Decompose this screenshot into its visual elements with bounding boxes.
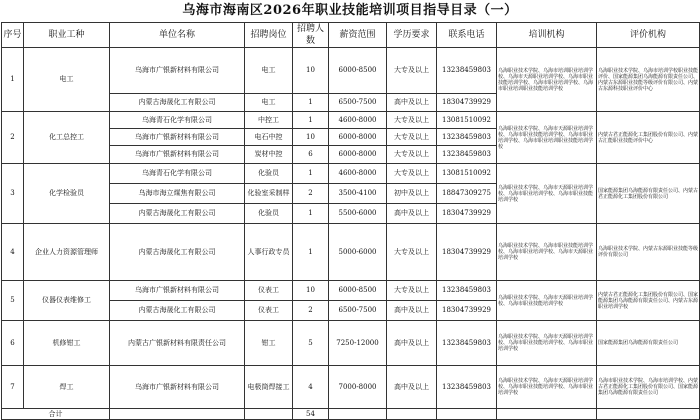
page-title: 乌海市海南区2026年职业技能培训项目指导目录（一） xyxy=(182,3,518,18)
phone-cell: 13238459803 xyxy=(437,366,497,409)
evaluation-cell: 国家能源集团乌海能源有限责任公司 xyxy=(597,321,700,366)
total-count: 54 xyxy=(293,409,329,420)
table-row xyxy=(2,321,700,366)
phone-cell: 13238459803 xyxy=(437,146,497,164)
edu-cell: 高中及以上 xyxy=(387,366,437,409)
evaluation-cell: 乌海市职业技术学院、乌海市培训学校、内蒙古君正能源化工集团股份有限公司、国家能源集团乌海能源有限责任公司 xyxy=(597,366,700,409)
training-cell: 乌海职业技术学院、乌海市天源职业培训学校、乌海市职业技能培训学校、乌海市职业培训学校 xyxy=(497,321,597,366)
edu-cell: 初中及以上 xyxy=(387,184,437,204)
unit-cell: 内蒙古海晟化工有限公司 xyxy=(110,301,245,321)
total-cell xyxy=(245,409,293,420)
header-cell: 学历要求 xyxy=(387,23,437,48)
header-cell: 招聘岗位 xyxy=(245,23,293,48)
unit-cell: 内蒙古海晟化工有限公司 xyxy=(110,94,245,112)
header-cell: 联系电话 xyxy=(437,23,497,48)
training-cell: 乌海职业技术学院、乌海市职业技能培训学校、乌海市职业培训学校、乌海市天源职业培训学校 xyxy=(497,224,597,281)
seq-cell: 4 xyxy=(2,224,24,281)
unit-cell: 乌海市广银新材料有限公司 xyxy=(110,129,245,146)
header-cell: 职业工种 xyxy=(24,23,110,48)
count-cell: 10 xyxy=(293,129,329,146)
job-cell: 机修钳工 xyxy=(24,321,110,366)
phone-cell: 13238459803 xyxy=(437,48,497,94)
count-cell: 2 xyxy=(293,301,329,321)
header-cell: 单位名称 xyxy=(110,23,245,48)
count-cell: 1 xyxy=(293,224,329,281)
count-cell: 4 xyxy=(293,366,329,409)
salary-cell: 6500-7500 xyxy=(329,301,387,321)
edu-cell: 高中及以上 xyxy=(387,94,437,112)
phone-cell: 13238459803 xyxy=(437,281,497,301)
count-cell: 5 xyxy=(293,321,329,366)
seq-cell: 7 xyxy=(2,366,24,409)
edu-cell: 大专及以上 xyxy=(387,224,437,281)
post-cell: 仪表工 xyxy=(245,281,293,301)
header-cell: 薪资范围 xyxy=(329,23,387,48)
job-cell: 化工总控工 xyxy=(24,112,110,164)
salary-cell: 6000-8500 xyxy=(329,48,387,94)
table-row xyxy=(2,48,700,94)
unit-cell: 乌海市广银新材料有限公司 xyxy=(110,146,245,164)
count-cell: 10 xyxy=(293,281,329,301)
unit-cell: 乌海青石化学有限公司 xyxy=(110,112,245,129)
salary-cell: 7250-12000 xyxy=(329,321,387,366)
header-cell: 序号 xyxy=(2,23,24,48)
edu-cell: 大专及以上 xyxy=(387,129,437,146)
count-cell: 1 xyxy=(293,94,329,112)
unit-cell: 乌海青石化学有限公司 xyxy=(110,164,245,184)
header-cell: 招聘人数 xyxy=(293,23,329,48)
phone-cell: 13238459803 xyxy=(437,129,497,146)
post-cell: 炭材中控 xyxy=(245,146,293,164)
salary-cell: 6000-8000 xyxy=(329,146,387,164)
unit-cell: 乌海市广银新材料有限公司 xyxy=(110,366,245,409)
salary-cell: 5000-6000 xyxy=(329,224,387,281)
phone-cell: 13081510092 xyxy=(437,112,497,129)
header-cell: 评价机构 xyxy=(597,23,700,48)
phone-cell: 13238459803 xyxy=(437,321,497,366)
count-cell: 1 xyxy=(293,112,329,129)
evaluation-cell: 内蒙古君正能源化工集团股份有限公司、内蒙古汇能职业技能评价中心 xyxy=(597,112,700,164)
salary-cell: 6000-8000 xyxy=(329,129,387,146)
edu-cell: 大专及以上 xyxy=(387,164,437,184)
table-row xyxy=(2,112,700,129)
edu-cell: 大专及以上 xyxy=(387,281,437,301)
post-cell: 人事行政专员 xyxy=(245,224,293,281)
table-row xyxy=(2,366,700,409)
evaluation-cell: 内蒙古君正能源化工集团股份有限公司、国家能源集团乌海能源有限责任公司、内蒙古东源职业培训学校 xyxy=(597,281,700,321)
seq-cell: 5 xyxy=(2,281,24,321)
salary-cell: 5500-6000 xyxy=(329,204,387,224)
count-cell: 10 xyxy=(293,48,329,94)
job-cell: 化学检验员 xyxy=(24,164,110,224)
unit-cell: 内蒙古海晟化工有限公司 xyxy=(110,224,245,281)
phone-cell: 18304739929 xyxy=(437,94,497,112)
phone-cell: 18304739929 xyxy=(437,204,497,224)
unit-cell: 乌海市广银新材料有限公司 xyxy=(110,281,245,301)
salary-cell: 6000-8500 xyxy=(329,281,387,301)
post-cell: 化验员 xyxy=(245,204,293,224)
total-label: 合计 xyxy=(2,409,110,420)
training-cell: 乌海职业技术学院、乌海市天源职业培训学校、乌海市职业技能培训学校、乌海市职业培训学校 xyxy=(497,366,597,409)
edu-cell: 高中及以上 xyxy=(387,321,437,366)
training-cell: 乌海职业技术学院、乌海市天源职业培训学校、乌海市职业技能培训学校、乌海市职业培训学校、乌海市职业培训职业技能培训学校 xyxy=(497,112,597,164)
seq-cell: 6 xyxy=(2,321,24,366)
post-cell: 电极筒焊接工 xyxy=(245,366,293,409)
job-cell: 仪器仪表维修工 xyxy=(24,281,110,321)
total-cell xyxy=(387,409,437,420)
unit-cell: 乌海市海立煤焦有限公司 xyxy=(110,184,245,204)
training-directory-table xyxy=(1,22,700,420)
phone-cell: 13081510092 xyxy=(437,164,497,184)
edu-cell: 大专及以上 xyxy=(387,112,437,129)
job-cell: 企业人力资源管理师 xyxy=(24,224,110,281)
seq-cell: 3 xyxy=(2,164,24,224)
table-row xyxy=(2,224,700,281)
unit-cell: 内蒙古广银新材料有限责任公司 xyxy=(110,321,245,366)
post-cell: 中控工 xyxy=(245,112,293,129)
edu-cell: 大专及以上 xyxy=(387,146,437,164)
post-cell: 电石中控 xyxy=(245,129,293,146)
table-body xyxy=(2,48,700,409)
post-cell: 电工 xyxy=(245,48,293,94)
total-cell xyxy=(437,409,497,420)
training-cell: 乌海职业技术学院、乌海市天源职业培训学校、乌海市职业技能培训学校 xyxy=(497,281,597,321)
total-cell xyxy=(497,409,597,420)
header-cell: 培训机构 xyxy=(497,23,597,48)
edu-cell: 高中及以上 xyxy=(387,204,437,224)
evaluation-cell: 乌海职业技术学院、内蒙古东源职业技能等级评价有限公司 xyxy=(597,224,700,281)
total-cell xyxy=(597,409,700,420)
total-cell xyxy=(329,409,387,420)
seq-cell: 2 xyxy=(2,112,24,164)
phone-cell: 18847309275 xyxy=(437,184,497,204)
count-cell: 6 xyxy=(293,146,329,164)
header-row xyxy=(2,23,700,48)
unit-cell: 内蒙古海晟化工有限公司 xyxy=(110,204,245,224)
salary-cell: 3500-4100 xyxy=(329,184,387,204)
post-cell: 化验室采制样 xyxy=(245,184,293,204)
training-cell: 乌海职业技术学院、乌海市培训职业培训学校、乌海市天源职业培训学校、乌海市职业技能培训学校、乌海市职业培训学校、乌海市职业培训职业技能培训学校 xyxy=(497,48,597,112)
post-cell: 化验员 xyxy=(245,164,293,184)
count-cell: 1 xyxy=(293,204,329,224)
evaluation-cell: 乌海职业技术学院、乌海市培训学校职业技能评价、国家能源集团乌海能源有限责任公司、内蒙古东源职业技能等级评价有限公司、内蒙古东源科技职业评价中心 xyxy=(597,48,700,112)
post-cell: 钳工 xyxy=(245,321,293,366)
table-row xyxy=(2,164,700,184)
salary-cell: 4600-8000 xyxy=(329,164,387,184)
salary-cell: 6500-7500 xyxy=(329,94,387,112)
phone-cell: 18304739929 xyxy=(437,301,497,321)
table-row xyxy=(2,281,700,301)
edu-cell: 大专及以上 xyxy=(387,48,437,94)
evaluation-cell: 国家能源集团乌海能源有限责任公司、内蒙古君正能源化工集团股份有限公司 xyxy=(597,164,700,224)
training-cell: 乌海职业技术学院、乌海市天源职业培训学校、乌海市职业培训学校、乌海市职业技能培训学校 xyxy=(497,164,597,224)
total-cell xyxy=(110,409,245,420)
post-cell: 仪表工 xyxy=(245,301,293,321)
salary-cell: 4600-8000 xyxy=(329,112,387,129)
job-cell: 电工 xyxy=(24,48,110,112)
job-cell: 焊工 xyxy=(24,366,110,409)
unit-cell: 乌海市广银新材料有限公司 xyxy=(110,48,245,94)
seq-cell: 1 xyxy=(2,48,24,112)
total-row xyxy=(2,409,700,420)
count-cell: 2 xyxy=(293,184,329,204)
edu-cell: 高中及以上 xyxy=(387,301,437,321)
post-cell: 电工 xyxy=(245,94,293,112)
count-cell: 1 xyxy=(293,164,329,184)
salary-cell: 7000-8000 xyxy=(329,366,387,409)
phone-cell: 18304739929 xyxy=(437,224,497,281)
